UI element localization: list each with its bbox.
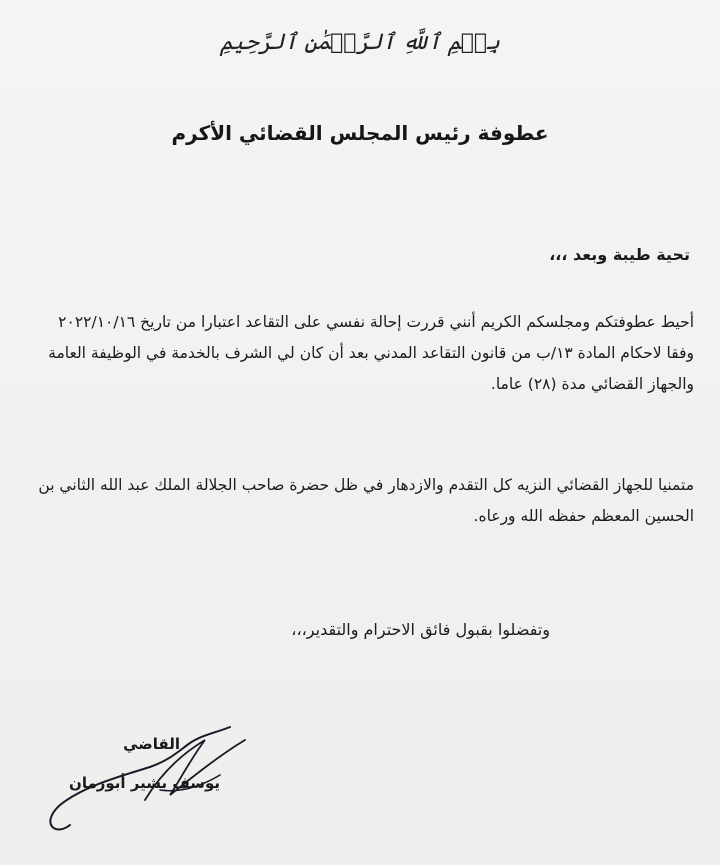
paragraph-line: وفقا لاحكام المادة ١٣/ب من قانون التقاعد المدني بعد أن كان لي الشرف بالخدمة في الوظيفة العامة xyxy=(48,344,694,362)
signer-name: يوسف بشير أبورمان xyxy=(69,774,220,792)
closing-line: وتفضلوا بقبول فائق الاحترام والتقدير،،، xyxy=(291,620,550,639)
greeting-line: تحية طيبة وبعد ،،، xyxy=(549,245,690,264)
paragraph-line: متمنيا للجهاز القضائي النزيه كل التقدم والازدهار في ظل حضرة صاحب الجلالة الملك عبد الله الثاني بن xyxy=(38,476,694,494)
paragraph-line: الحسين المعظم حفظه الله ورعاه. xyxy=(473,507,694,525)
paragraph-line: أحيط عطوفتكم ومجلسكم الكريم أنني قررت إحالة نفسي على التقاعد اعتبارا من تاريخ ٢٠٢٢/١٠/١٦ xyxy=(58,313,694,331)
paragraph-line: والجهاز القضائي مدة (٢٨) عاما. xyxy=(490,375,694,393)
signer-title: القاضي xyxy=(123,735,180,753)
body-paragraph-1 xyxy=(22,307,694,400)
body-paragraph-2 xyxy=(22,470,694,532)
addressee-heading: عطوفة رئيس المجلس القضائي الأكرم xyxy=(171,121,549,145)
basmala-header: بِسۡمِ ٱللَّهِ ٱلرَّحۡمَٰنِ ٱلرَّحِيمِ xyxy=(219,30,501,55)
